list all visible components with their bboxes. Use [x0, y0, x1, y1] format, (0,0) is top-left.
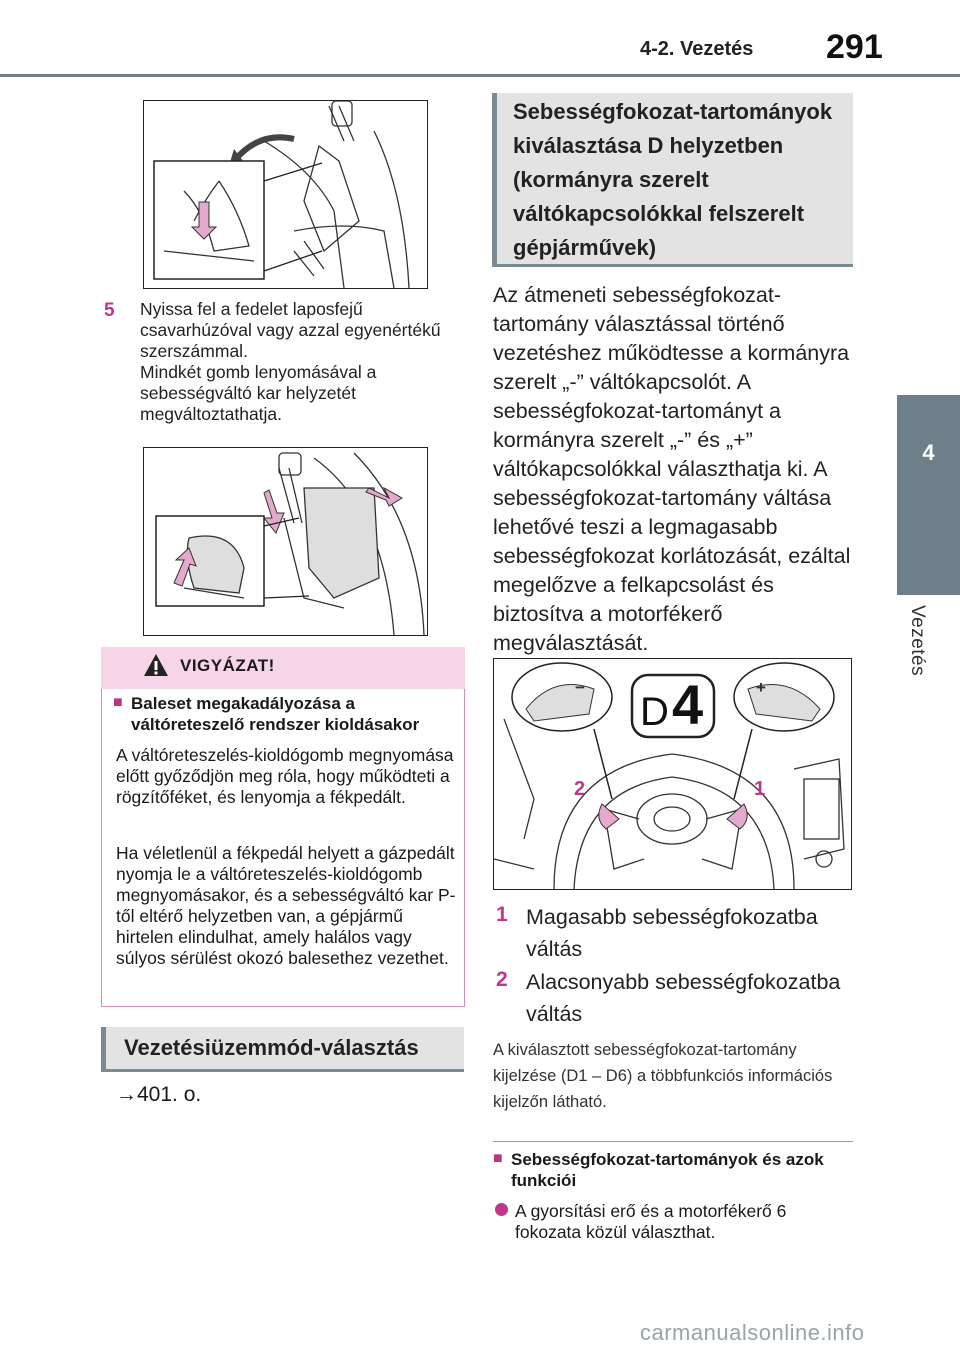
warning-triangle-icon	[142, 652, 170, 678]
page-number: 291	[826, 28, 883, 66]
minus-label: −	[575, 678, 585, 697]
divider	[493, 1141, 853, 1142]
page-reference: →401. o.	[116, 1083, 202, 1106]
square-bullet-icon: ■	[493, 1150, 503, 1167]
step-text-line1: Nyissa fel a fedelet laposfejű csavarhúzóval vagy azzal egyenértékű szerszámmal.	[140, 299, 441, 361]
figure-shift-release	[143, 447, 428, 636]
display-d: D	[640, 690, 669, 734]
step-number: 5	[104, 300, 115, 321]
section-heading-gear-range: Sebességfokozat-tartományok kiválasztása D helyzetben (kormányra szerelt váltókapcsolókkal felszerelt gépjárművek)	[492, 93, 853, 267]
section-heading-drive-mode: Vezetésiüzemmód-választás	[101, 1027, 464, 1072]
header-rule	[0, 74, 960, 77]
circle-bullet-icon	[495, 1203, 508, 1216]
callout-1: 1	[754, 778, 766, 800]
chapter-tab-label: Vezetés	[907, 605, 928, 677]
warning-paragraph-1: A váltóreteszelés-kioldógomb megnyomása előtt győződjön meg róla, hogy működteti a rögzítőféket, és lenyomja a fékpedált.	[116, 745, 454, 807]
legend-number-2: 2	[496, 968, 508, 991]
step-text	[140, 299, 470, 425]
callout-2: 2	[574, 778, 586, 800]
warning-subtitle: Baleset megakadályozása a váltóreteszelő rendszer kioldásakor	[131, 694, 420, 734]
legend-text-1: Magasabb sebességfokozatba váltás	[526, 905, 818, 961]
chapter-tab-number: 4	[922, 440, 935, 465]
figure-shift-lock-cover	[143, 100, 428, 289]
plus-label: +	[756, 678, 766, 697]
bullet-text: A gyorsítási erő és a motorfékerő 6 fokozata közül választhat.	[515, 1201, 787, 1242]
subsection-title: Sebességfokozat-tartományok és azok funkciói	[511, 1150, 824, 1190]
chapter-tab	[897, 395, 960, 595]
legend-text-2: Alacsonyabb sebességfokozatba váltás	[526, 970, 841, 1026]
display-4: 4	[672, 673, 704, 736]
square-bullet-icon: ■	[113, 694, 123, 711]
warning-paragraph-2: Ha véletlenül a fékpedál helyett a gázpedált nyomja le a váltóreteszelés-kioldógomb megnyomásakor, és a sebességváltó kar P-től eltérő helyzetben van, a gépjármű hirtelen elindulhat, amely halálos vagy súlyos sérülést okozó balesethez vezethet.	[116, 843, 456, 968]
section-label: 4-2. Vezetés	[640, 38, 754, 60]
display-note: A kiválasztott sebességfokozat-tartomány kijelzése (D1 – D6) a többfunkciós információs kijelzőn látható.	[493, 1041, 833, 1111]
warning-title: VIGYÁZAT!	[180, 656, 275, 675]
legend-number-1: 1	[496, 903, 508, 926]
watermark: carmanualsonline.info	[640, 1320, 865, 1345]
intro-paragraph: Az átmeneti sebességfokozat-tartomány választással történő vezetéshez működtesse a kormányra szerelt „-” váltókapcsolót. A sebességfokozat-tartományt a kormányra szerelt „-” és „+” váltókapcsolókkal választhatja ki. A sebességfokozat-tartomány váltása lehetővé teszi a legmagasabb sebességfokozat korlátozását, ezáltal megelőzve a felkapcsolást és biztosítva a motorfékerő megválasztását.	[493, 283, 851, 655]
step-text-line2: Mindkét gomb lenyomásával a sebességváltó kar helyzetét megváltoztathatja.	[140, 362, 377, 424]
